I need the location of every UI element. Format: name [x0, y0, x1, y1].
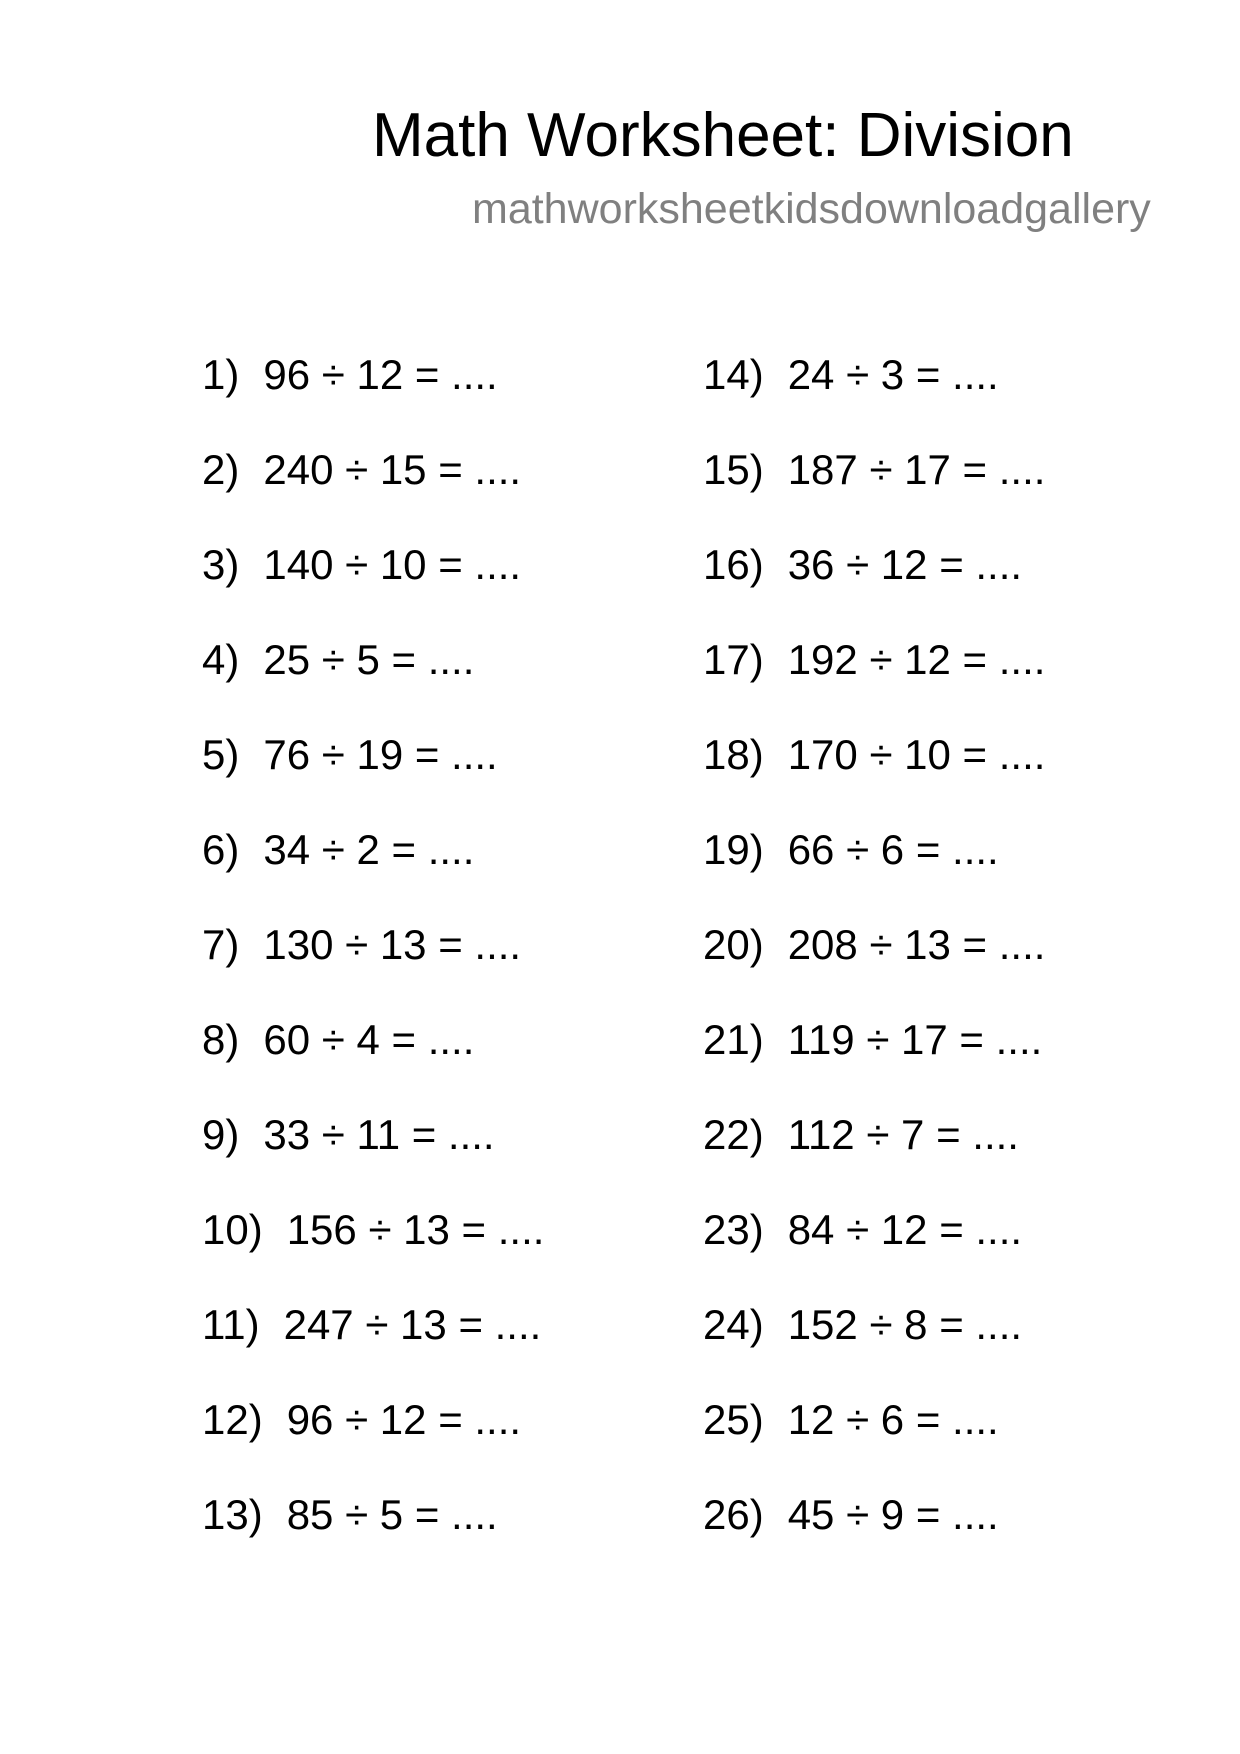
problem-expression: 85 ÷ 5 = .... [286, 1491, 498, 1538]
problem-expression: 240 ÷ 15 = .... [263, 446, 522, 493]
problem-number: 1) [202, 351, 240, 398]
problem-expression: 140 ÷ 10 = .... [263, 541, 522, 588]
problem-number: 13) [202, 1491, 263, 1538]
problem-item [202, 1205, 544, 1300]
problem-expression: 84 ÷ 12 = .... [787, 1206, 1023, 1253]
problem-number: 15) [703, 446, 764, 493]
problem-number: 3) [202, 541, 240, 588]
problem-item [202, 920, 544, 1015]
problem-item [703, 730, 1045, 825]
problem-expression: 24 ÷ 3 = .... [787, 351, 999, 398]
problem-expression: 12 ÷ 6 = .... [787, 1396, 999, 1443]
problem-expression: 112 ÷ 7 = .... [787, 1111, 1019, 1158]
problem-expression: 208 ÷ 13 = .... [787, 921, 1046, 968]
problem-item [202, 1015, 544, 1110]
problem-number: 23) [703, 1206, 764, 1253]
problem-number: 26) [703, 1491, 764, 1538]
problem-item [202, 825, 544, 920]
problem-number: 2) [202, 446, 240, 493]
problem-number: 14) [703, 351, 764, 398]
problem-expression: 192 ÷ 12 = .... [787, 636, 1046, 683]
problem-number: 25) [703, 1396, 764, 1443]
problem-number: 8) [202, 1016, 240, 1063]
problem-number: 9) [202, 1111, 240, 1158]
problem-expression: 33 ÷ 11 = .... [263, 1111, 495, 1158]
problem-number: 6) [202, 826, 240, 873]
problem-expression: 119 ÷ 17 = .... [787, 1016, 1043, 1063]
problem-expression: 170 ÷ 10 = .... [787, 731, 1046, 778]
problem-number: 16) [703, 541, 764, 588]
problem-number: 20) [703, 921, 764, 968]
problem-number: 10) [202, 1206, 263, 1253]
problem-item [703, 635, 1045, 730]
problem-number: 12) [202, 1396, 263, 1443]
problem-expression: 96 ÷ 12 = .... [286, 1396, 522, 1443]
problem-expression: 187 ÷ 17 = .... [787, 446, 1046, 493]
problem-number: 19) [703, 826, 764, 873]
problem-number: 21) [703, 1016, 764, 1063]
problem-item [703, 1110, 1045, 1205]
problem-expression: 156 ÷ 13 = .... [286, 1206, 545, 1253]
problem-expression: 96 ÷ 12 = .... [263, 351, 498, 398]
problem-item [703, 825, 1045, 920]
page-title: Math Worksheet: Division [372, 101, 1074, 170]
problem-expression: 60 ÷ 4 = .... [263, 1016, 475, 1063]
problem-number: 18) [703, 731, 764, 778]
problem-number: 22) [703, 1111, 764, 1158]
problem-item [703, 920, 1045, 1015]
problem-item [703, 1015, 1045, 1110]
problem-item [202, 1110, 544, 1205]
problem-item [202, 350, 544, 445]
problem-expression: 247 ÷ 13 = .... [283, 1301, 542, 1348]
problem-item [202, 730, 544, 825]
problem-column-right [703, 350, 1045, 1585]
problem-expression: 152 ÷ 8 = .... [787, 1301, 1023, 1348]
problem-expression: 130 ÷ 13 = .... [263, 921, 522, 968]
problem-item [202, 540, 544, 635]
problem-item [703, 445, 1045, 540]
problem-item [703, 1395, 1045, 1490]
problem-item [703, 1205, 1045, 1300]
problem-item [703, 1300, 1045, 1395]
problem-number: 4) [202, 636, 240, 683]
problem-number: 5) [202, 731, 240, 778]
problem-expression: 34 ÷ 2 = .... [263, 826, 475, 873]
problem-expression: 66 ÷ 6 = .... [787, 826, 999, 873]
problem-expression: 25 ÷ 5 = .... [263, 636, 475, 683]
problem-column-left [202, 350, 544, 1585]
problem-expression: 36 ÷ 12 = .... [787, 541, 1023, 588]
problem-item [703, 1490, 1045, 1585]
problem-item [202, 1300, 544, 1395]
problem-item [202, 635, 544, 730]
page-subtitle: mathworksheetkidsdownloadgallery [472, 185, 1151, 233]
problem-item [202, 445, 544, 540]
problem-item [703, 350, 1045, 445]
problem-number: 24) [703, 1301, 764, 1348]
problem-number: 11) [202, 1301, 260, 1348]
problem-number: 7) [202, 921, 240, 968]
problem-expression: 76 ÷ 19 = .... [263, 731, 498, 778]
problem-item [202, 1490, 544, 1585]
problem-number: 17) [703, 636, 764, 683]
problem-expression: 45 ÷ 9 = .... [787, 1491, 999, 1538]
problem-item [202, 1395, 544, 1490]
problem-item [703, 540, 1045, 635]
